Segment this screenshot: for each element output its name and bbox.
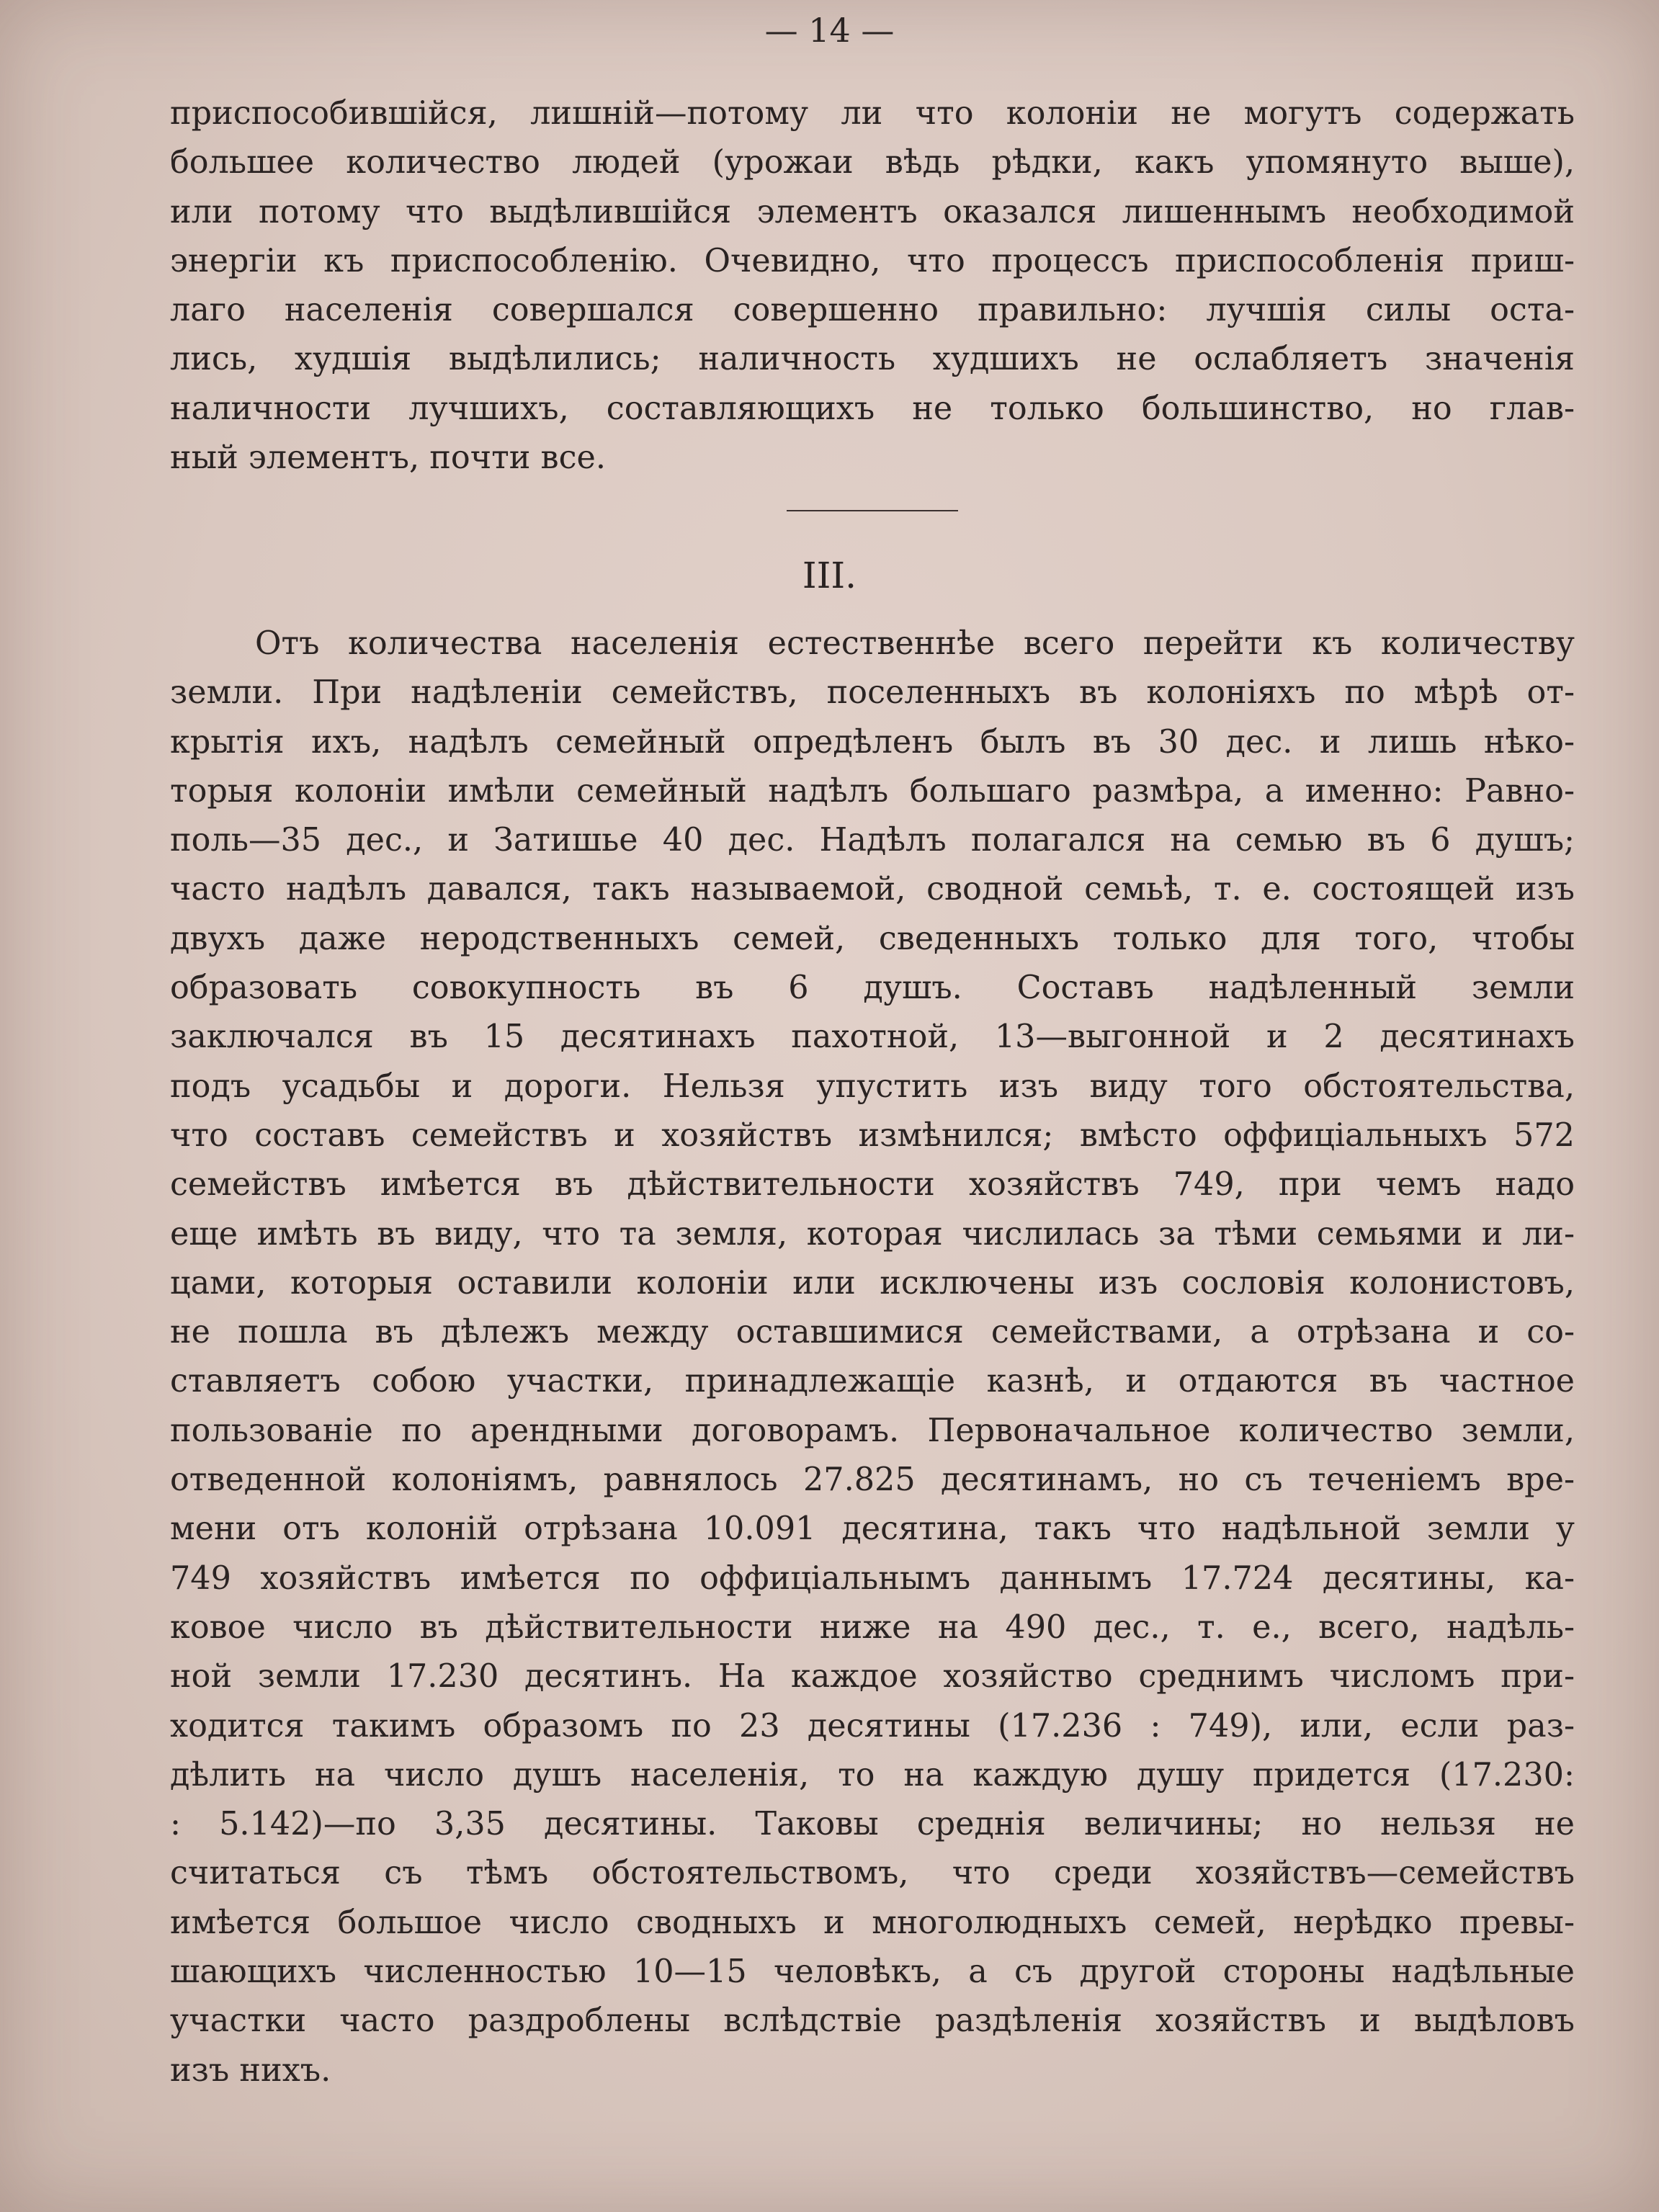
- text-line: шающихъ численностью 10—15 человѣкъ, а съ другой стороны надѣльные: [170, 1953, 1575, 1991]
- text-line: подъ усадьбы и дороги. Нельзя упустить изъ виду того обстоятельства,: [170, 1067, 1575, 1105]
- text-line: цами, которыя оставили колонiи или исключены изъ сословiя колонистовъ,: [170, 1264, 1575, 1302]
- text-line: заключался въ 15 десятинахъ пахотной, 13—выгонной и 2 десятинахъ: [170, 1018, 1575, 1056]
- text-line: наличности лучшихъ, составляющихъ не только большинство, но глав-: [170, 390, 1575, 427]
- text-line: : 5.142)—по 3,35 десятины. Таковы среднiя величины; но нельзя не: [170, 1806, 1575, 1843]
- text-line: образовать совокупность въ 6 душъ. Составъ надѣленный земли: [170, 970, 1575, 1007]
- text-line: изъ нихъ.: [170, 2051, 331, 2089]
- text-line: участки часто раздроблены вслѣдствiе раздѣленiя хозяйствъ и выдѣловъ: [170, 2002, 1575, 2040]
- text-line: ковое число въ дѣйствительности ниже на 490 дес., т. е., всего, надѣль-: [170, 1608, 1575, 1646]
- text-line: часто надѣлъ давался, такъ называемой, сводной семьѣ, т. е. состоящей изъ: [170, 871, 1575, 908]
- text-line: лись, худшiя выдѣлились; наличность худшихъ не ослабляетъ значенiя: [170, 341, 1575, 378]
- page-number: — 14 —: [764, 11, 895, 50]
- text-line: считаться съ тѣмъ обстоятельствомъ, что среди хозяйствъ—семействъ: [170, 1855, 1575, 1892]
- paragraph-2: [170, 619, 1575, 2095]
- text-line: или потому что выдѣлившiйся элементъ оказался лишеннымъ необходимой: [170, 193, 1575, 230]
- section-divider: [787, 510, 958, 511]
- text-line: поль—35 дес., и Затишье 40 дес. Надѣлъ полагался на семью въ 6 душъ;: [170, 822, 1575, 859]
- text-line: отведенной колонiямъ, равнялось 27.825 десятинамъ, но съ теченiемъ вре-: [170, 1461, 1575, 1499]
- text-line: земли. При надѣленiи семействъ, поселенныхъ въ колонiяхъ по мѣрѣ от-: [170, 674, 1575, 712]
- text-line: дѣлить на число душъ населенiя, то на каждую душу придется (17.230:: [170, 1756, 1575, 1794]
- section-heading: III.: [802, 555, 857, 596]
- text-line: 749 хозяйствъ имѣется по оффицiальнымъ даннымъ 17.724 десятины, ка-: [170, 1559, 1575, 1597]
- text-line: что составъ семействъ и хозяйствъ измѣнился; вмѣсто оффицiальныхъ 572: [170, 1116, 1575, 1154]
- text-line: крытiя ихъ, надѣлъ семейный опредѣленъ былъ въ 30 дес. и лишь нѣко-: [170, 723, 1575, 761]
- text-line: ный элементъ, почти все.: [170, 439, 606, 477]
- text-line: ставляетъ собою участки, принадлежащiе казнѣ, и отдаются въ частное: [170, 1363, 1575, 1400]
- text-line: приспособившiйся, лишнiй—потому ли что колонiи не могутъ содержать: [170, 95, 1575, 132]
- text-line: энергiи къ приспособленiю. Очевидно, что процессъ приспособленiя приш-: [170, 242, 1575, 279]
- text-line: лаго населенiя совершался совершенно правильно: лучшiя силы оста-: [170, 292, 1575, 329]
- text-line: большее количество людей (урожаи вѣдь рѣдки, какъ упомянуто выше),: [170, 144, 1575, 182]
- text-line: пользованiе по арендными договорамъ. Первоначальное количество земли,: [170, 1412, 1575, 1449]
- text-line: ходится такимъ образомъ по 23 десятины (17.236 : 749), или, если раз-: [170, 1707, 1575, 1745]
- text-line: ной земли 17.230 десятинъ. На каждое хозяйство среднимъ числомъ при-: [170, 1658, 1575, 1696]
- paragraph-1: [170, 89, 1575, 483]
- text-line: Отъ количества населенiя естественнѣе всего перейти къ количеству: [255, 625, 1575, 662]
- text-line: не пошла въ дѣлежъ между оставшимися семействами, а отрѣзана и со-: [170, 1314, 1575, 1351]
- text-line: торыя колонiи имѣли семейный надѣлъ большаго размѣра, а именно: Равно-: [170, 772, 1575, 810]
- text-line: семействъ имѣется въ дѣйствительности хозяйствъ 749, при чемъ надо: [170, 1166, 1575, 1204]
- text-line: еще имѣть въ виду, что та земля, которая числилась за тѣми семьями и ли-: [170, 1215, 1575, 1253]
- text-line: двухъ даже неродственныхъ семей, сведенныхъ только для того, чтобы: [170, 920, 1575, 957]
- text-line: мени отъ колонiй отрѣзана 10.091 десятина, такъ что надѣльной земли у: [170, 1510, 1575, 1548]
- text-line: имѣется большое число сводныхъ и многолюдныхъ семей, нерѣдко превы-: [170, 1904, 1575, 1941]
